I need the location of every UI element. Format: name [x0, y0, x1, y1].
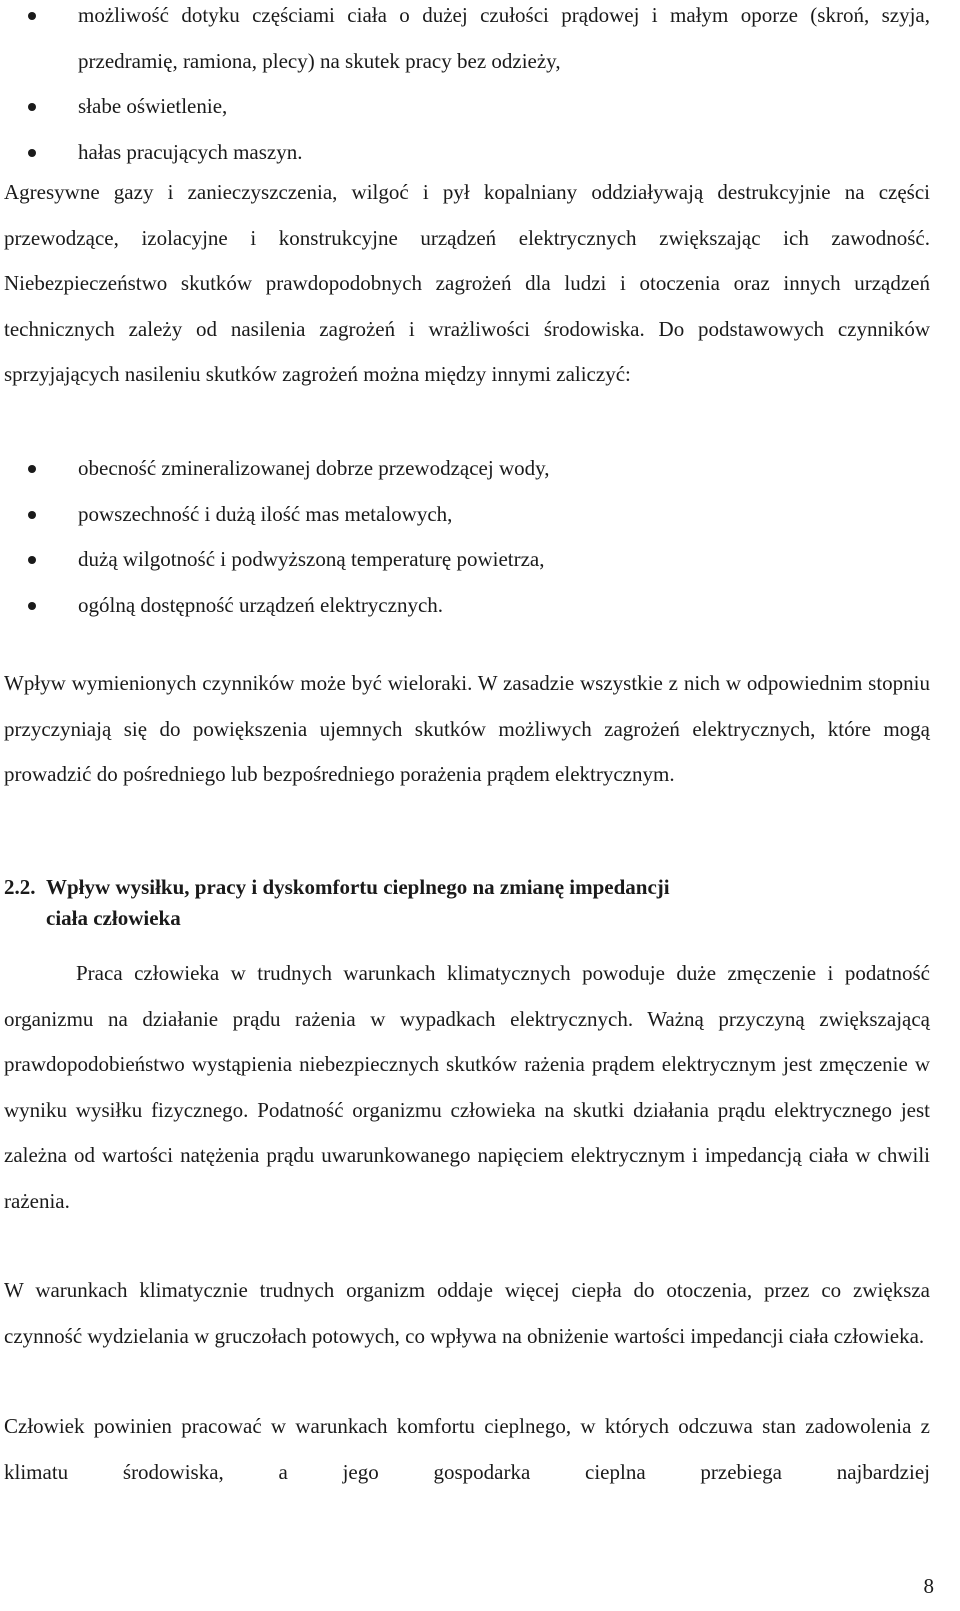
paragraph-1: Agresywne gazy i zanieczyszczenia, wilgoć i pył kopalniany oddziaływają destrukcyjnie na części przewodzące, izolacyjne i konstrukcyjne urządzeń elektrycznych zwiększając ich zawodność. Niebezpieczeństwo skutków prawdopodobnych zagrożeń dla ludzi i otoczenia oraz innych urządzeń technicznych zależy od nasilenia zagrożeń i wrażliwości środowiska. Do podstawowych czynników sprzyjających nasileniu skutków zagrożeń można między innymi zaliczyć:	[4, 180, 930, 386]
paragraph-4: W warunkach klimatycznie trudnych organizm oddaje więcej ciepła do otoczenia, przez co zwiększa czynność wydzielania w gruczołach potowych, co wpływa na obniżenie wartości impedancji ciała człowieka.	[4, 1278, 930, 1348]
list-item	[0, 492, 930, 538]
list-item	[0, 0, 930, 84]
list-item-text: możliwość dotyku częściami ciała o dużej czułości prądowej i małym oporze (skroń, szyja, przedramię, ramiona, plecy) na skutek pracy bez odzieży,	[78, 3, 930, 73]
list-item	[0, 446, 930, 492]
list-item	[0, 583, 930, 629]
list-item-text: hałas pracujących maszyn.	[78, 139, 303, 164]
bullet-icon	[28, 149, 36, 157]
section-heading	[4, 872, 904, 934]
paragraph-3-text: Praca człowieka w trudnych warunkach klimatycznych powoduje duże zmęczenie i podatność organizmu na działanie prądu rażenia w wypadkach elektrycznych. Ważną przyczyną zwiększającą prawdopodobieństwo wystąpienia niebezpiecznych skutków rażenia prądem elektrycznym jest zmęczenie w wyniku wysiłku fizycznego. Podatność organizmu człowieka na skutki działania prądu elektrycznego jest zależna od wartości natężenia prądu uwarunkowanego napięciem elektrycznym i impedancją ciała w chwili rażenia.	[4, 961, 930, 1213]
bullet-icon	[28, 103, 36, 111]
paragraph-2: Wpływ wymienionych czynników może być wieloraki. W zasadzie wszystkie z nich w odpowiednim stopniu przyczyniają się do powiększenia ujemnych skutków możliwych zagrożeń elektrycznych, które mogą prowadzić do pośredniego lub bezpośredniego porażenia prądem elektrycznym.	[4, 671, 930, 786]
list-item-text: słabe oświetlenie,	[78, 94, 228, 118]
section-title-line1: Wpływ wysiłku, pracy i dyskomfortu cieplnego na zmianę impedancji	[46, 875, 670, 899]
paragraph-3	[4, 951, 930, 1224]
page-number: 8	[923, 1574, 934, 1598]
list-item-text: dużą wilgotność i podwyższoną temperaturę powietrza,	[78, 547, 545, 571]
section-title-line2: ciała człowieka	[46, 906, 181, 930]
list-item	[0, 84, 930, 130]
bullet-icon	[28, 12, 36, 20]
bullet-icon	[28, 602, 36, 610]
bullet-list-middle	[0, 446, 930, 628]
bullet-icon	[28, 556, 36, 564]
list-item-text: ogólną dostępność urządzeń elektrycznych.	[78, 592, 444, 617]
bullet-list-top	[0, 0, 930, 175]
section-number: 2.2.	[4, 875, 36, 899]
list-item	[0, 130, 930, 176]
list-item-text: obecność zmineralizowanej dobrze przewodzącej wody,	[78, 456, 550, 480]
list-item-text: powszechność i dużą ilość mas metalowych,	[78, 501, 453, 526]
list-item	[0, 537, 930, 583]
paragraph-5: Człowiek powinien pracować w warunkach komfortu cieplnego, w których odczuwa stan zadowolenia z klimatu środowiska, a jego gospodarka cieplna przebiega najbardziej	[4, 1414, 930, 1484]
bullet-icon	[28, 511, 36, 519]
bullet-icon	[28, 465, 36, 473]
